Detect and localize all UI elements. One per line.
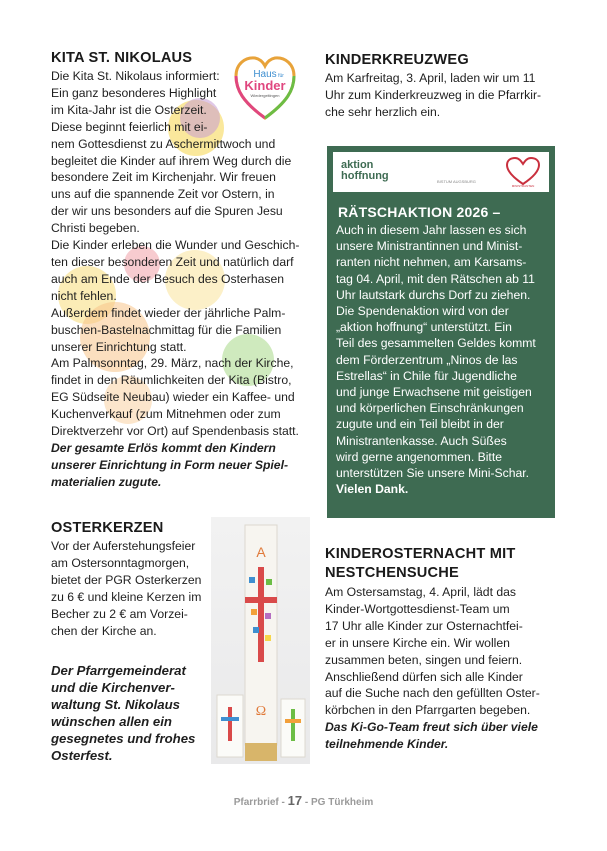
raetsch-line: Teil des gesammelten Geldes kommt [336, 336, 536, 351]
raetsch-line: unterstützen Sie unsere Mini-Schar. [336, 466, 530, 481]
kita-line: nicht fehlen. [51, 288, 117, 303]
logo-line4: Wiedergeltingen [250, 93, 280, 98]
osterkerzen-greeting [51, 662, 207, 764]
page-number: 17 [287, 793, 303, 808]
greeting-line: Der Pfarrgemeinderat [51, 663, 186, 678]
kita-line: Christi begeben. [51, 221, 140, 236]
kita-title: KITA ST. NIKOLAUS [51, 50, 193, 66]
raetsch-line: tag 04. April, mit den Rätschen ab 11 [336, 271, 535, 286]
raetsch-line: Uhr lautstark durchs Dorf zu ziehen. [336, 287, 531, 302]
kreuzweg-line: Am Karfreitag, 3. April, laden wir um 11 [325, 71, 536, 85]
greeting-line: gesegnetes und frohes [51, 731, 196, 746]
banner-middle-text: BISTUM AUGSBURG [437, 179, 476, 184]
logo-line2: für [278, 73, 284, 79]
osternacht-line: 17 Uhr alle Kinder zur Osternachtfei- [325, 618, 523, 633]
ministranten-heart-icon [503, 156, 543, 188]
kita-line: buschen-Bastelnachmittag für die Familien [51, 322, 282, 337]
kita-line: Ein ganz besonderes Highlight [51, 85, 217, 100]
raetsch-line: ranten nicht nehmen, am Karsams- [336, 255, 527, 270]
kita-line: besondere Zeit im Kirchenjahr. Wir freuen [51, 170, 276, 185]
osterkerzen-line: Vor der Auferstehungsfeier [51, 539, 196, 553]
raetsch-line: „aktion hoffnung“ unterstützt. Ein [336, 320, 512, 335]
footer-left: Pfarrbrief - [233, 797, 285, 808]
svg-text:A: A [256, 544, 266, 560]
greeting-line: waltung St. Nikolaus [51, 697, 180, 712]
raetsch-line: Auch in diesem Jahr lassen es sich [336, 223, 527, 237]
raetsch-line: Die Spendenaktion wird von der [336, 304, 509, 319]
kita-line: Kuchenverkauf (zum Mitnehmen oder zum [51, 407, 281, 422]
banner-logo-text: aktion hoffnung [341, 159, 389, 182]
greeting-line: und die Kirchenver- [51, 680, 175, 695]
kinderkreuzweg-body [325, 70, 557, 121]
greeting-line: wünschen allen ein [51, 714, 172, 729]
greeting-line: Osterfest. [51, 748, 113, 763]
kita-line: Am Palmsonntag, 29. März, nach der Kirche, [51, 356, 294, 371]
osterkerzen-line: am Ostersonntagmorgen, [51, 555, 190, 570]
raetsch-line: zugute und ein Teil bleibt in der [336, 417, 504, 432]
kita-line: findet in den Räumlichkeiten der Kita (Bistro, [51, 373, 292, 388]
kita-closing-line: unserer Einrichtung in Form neuer Spiel- [51, 457, 289, 472]
raetsch-line: Estrellas“ in Chile für Jugendliche [336, 368, 517, 383]
raetsch-line: und junge Erwachsene mit geistigen [336, 385, 532, 400]
aktion-hoffnung-banner [327, 146, 555, 198]
osterkerzen-body [51, 538, 207, 639]
logo-line1: Haus [253, 69, 277, 80]
raetsch-line: Ministrantenkasse. Auch Süßes [336, 433, 507, 448]
svg-text:MINISTRANTEN: MINISTRANTEN [511, 184, 535, 188]
kinderosternacht-title [325, 545, 515, 583]
raetsch-line: unsere Ministrantinnen und Minist- [336, 239, 523, 254]
kinderkreuzweg-title: KINDERKREUZWEG [325, 52, 469, 68]
kreuzweg-line: che sehr herzlich ein. [325, 104, 441, 119]
kita-line: Diese beginnt feierlich mit ei- [51, 119, 208, 134]
osterkerzen-line: bietet der PGR Osterkerzen [51, 572, 202, 587]
kita-line: EG Südseite Neubau) wieder ein Kaffee- und [51, 390, 295, 405]
osternacht-line: Am Ostersamstag, 4. April, lädt das [325, 585, 517, 599]
osterkerzen-line: Becher zu 2 € am Vorzei- [51, 606, 188, 621]
osterkerzen-line: zu 6 € und kleine Kerzen im [51, 589, 202, 604]
kreuzweg-line: Uhr zum Kinderkreuzweg in die Pfarrkir- [325, 87, 542, 102]
kita-line: ten dieser besonderen Zeit und natürlich darf [51, 254, 294, 269]
svg-text:Ω: Ω [255, 704, 267, 719]
logo-line3: Kinder [244, 78, 286, 93]
raetsch-line: wird gerne angenommen. Bitte [336, 449, 502, 464]
osternacht-line: er in unsere Kirche ein. Wir wollen [325, 635, 510, 650]
kita-line: Außerdem findet wieder der jährliche Palm- [51, 305, 286, 320]
kita-line: nem Gottesdienst zu Aschermittwoch und [51, 136, 276, 151]
kita-line: der wir uns besonders auf die Spuren Jesu [51, 204, 283, 219]
osternacht-line: Anschließend dürfen sich alle Kinder [325, 669, 523, 684]
kita-line: auch am Ende der Besuch des Osterhasen [51, 271, 285, 286]
footer-right: - PG Türkheim [304, 797, 374, 808]
kita-line: Die Kinder erleben die Wunder und Geschich- [51, 238, 300, 253]
osternacht-line: auf die Suche nach den gefüllten Oster- [325, 686, 540, 701]
raetschaktion-title: RÄTSCHAKTION 2026 – [338, 204, 501, 220]
kita-closing-line: materialien zugute. [51, 474, 162, 489]
raetsch-line: dem Förderzentrum „Ninos de las [336, 352, 518, 367]
page-footer [0, 793, 607, 808]
osterkerzen-line: chen der Kirche an. [51, 623, 157, 638]
raetsch-thanks: Vielen Dank. [336, 482, 409, 497]
osternacht-line: körbchen in den Pfarrgarten begeben. [325, 703, 531, 718]
raetschaktion-box [327, 146, 555, 518]
kita-line: begleitet die Kinder auf ihrem Weg durch die [51, 153, 292, 168]
osternacht-closing-line: Das Ki-Go-Team freut sich über viele [325, 720, 538, 735]
osternacht-line: zusammen beten, singen und feiern. [325, 652, 523, 667]
kita-line: im Kita-Jahr ist die Osterzeit. [51, 102, 207, 117]
kita-line: Direktverzehr vor Ort) auf Spendenbasis statt. [51, 424, 299, 439]
kita-line: unserer Einrichtung statt. [51, 339, 187, 354]
raetsch-line: und körperlichen Einschränkungen [336, 401, 524, 416]
raetschaktion-body [336, 222, 547, 497]
osterkerzen-title: OSTERKERZEN [51, 520, 164, 536]
kita-line: Die Kita St. Nikolaus informiert: [51, 69, 220, 83]
kinderosternacht-title-line2: NESTCHENSUCHE [325, 565, 459, 581]
kita-closing-line: Der gesamte Erlös kommt den Kindern [51, 440, 276, 455]
kinderosternacht-body [325, 584, 557, 753]
easter-candles-photo [211, 517, 310, 764]
osternacht-line: Kinder-Wortgottesdienst-Team um [325, 601, 510, 616]
kita-line: uns auf die spannende Zeit vor Ostern, in [51, 187, 275, 202]
kita-body [51, 68, 304, 491]
kinderosternacht-title-line1: KINDEROSTERNACHT MIT [325, 546, 516, 562]
osternacht-closing-line: teilnehmende Kinder. [325, 737, 449, 752]
